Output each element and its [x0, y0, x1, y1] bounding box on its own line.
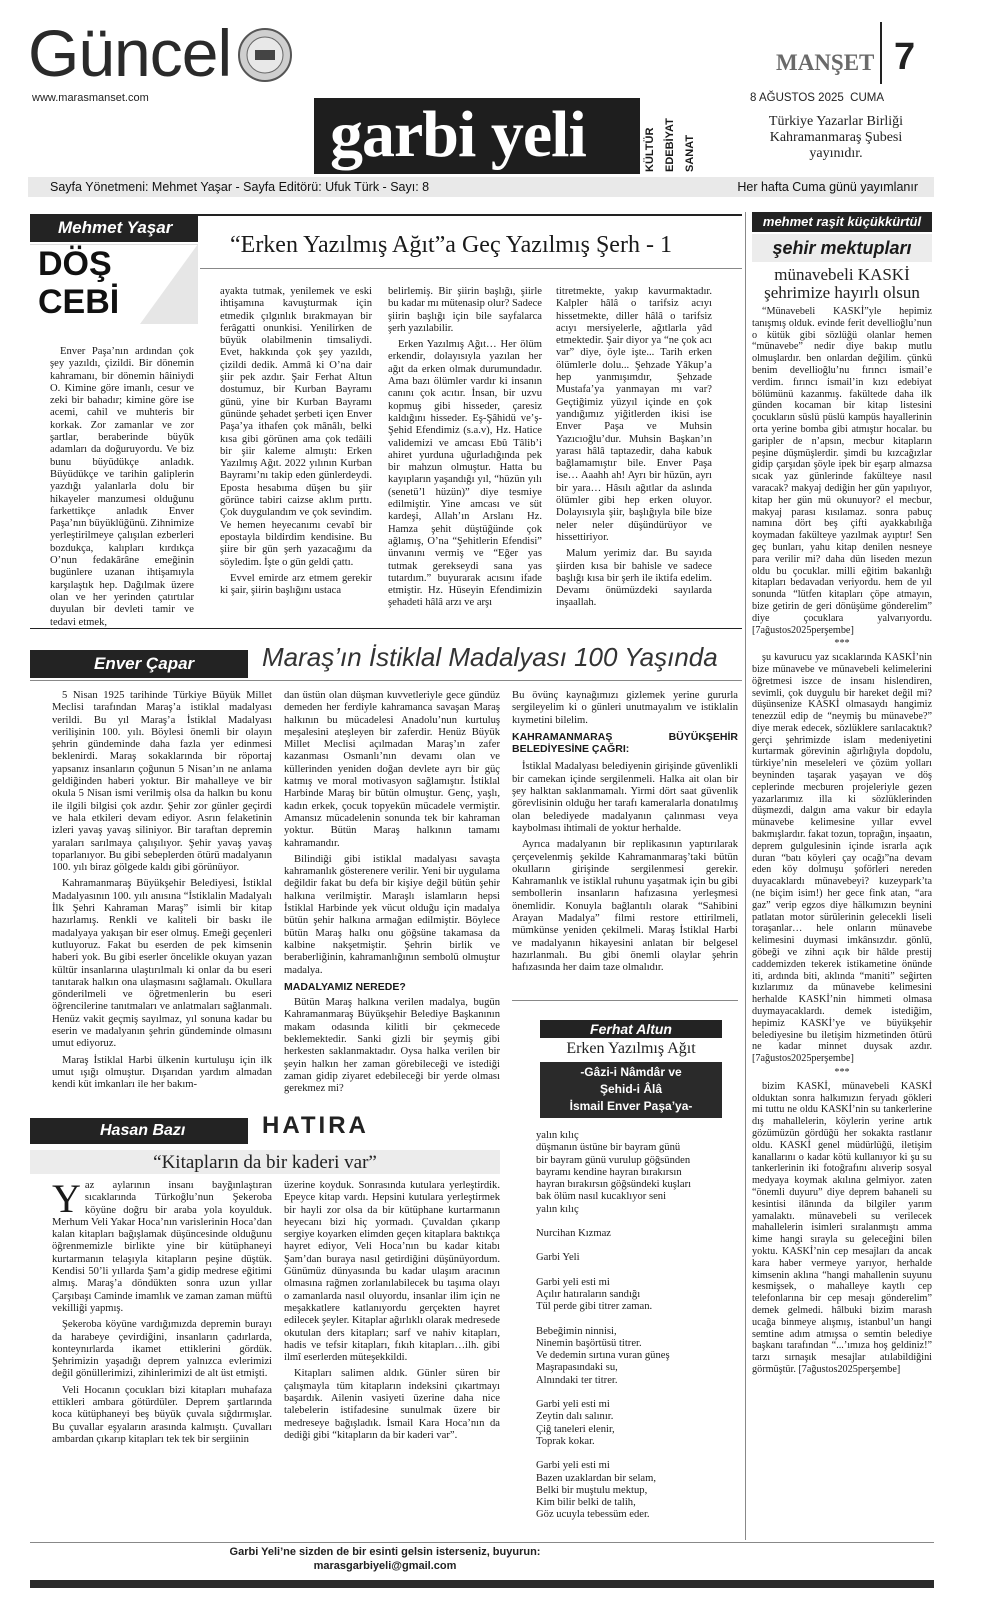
footer-invite: Garbi Yeli’ne sizden de bir esinti gelsin isterseniz, buyurun:	[229, 1546, 541, 1558]
article-column-3	[388, 286, 542, 610]
footer-email[interactable]: marasgarbiyeli@gmail.com	[313, 1560, 457, 1572]
stanza-gap	[536, 1265, 740, 1277]
article-title: “Kitapların da bir kaderi var”	[153, 1152, 377, 1173]
poem-lines	[536, 1130, 740, 1542]
paragraph: belirlemiş. Bir şiirin başlığı, şiirle bu kadar mı mütenasip olur? Sadece şiirin başlığı için bile sayfalarca şerh yazılabilir.	[388, 286, 542, 334]
sidebar-author-label: mehmet raşit küçükkürtül	[752, 212, 932, 232]
article-column-1	[50, 346, 194, 628]
poem-line: Garbi yeli esti mi	[536, 1276, 610, 1288]
poem-line: yalın kılıç	[536, 1130, 579, 1141]
paragraph: Enver Paşa’nın ardından çok şey yazıldı, çizildi. Bir dönemin kahramanı, bir dönemin hâiniydi O. Kimine göre imanlı, cesur ve zeki bir bahadır; kimine göre ise acemi, cahil ve muhteris bir korkak. Zor zamanlar ve zor şartlar, beraberinde büyük adamları da doğuruyordu. Ve biz bunu büyüdükçe anladık. Büyüdükçe ve tarihin galiplerin yazdığı yalanlarla dolu bir hikayeler manzumesi olduğunu farkettikçe anladık Enver Paşa’nın büyüklüğünü. Zihnimize yerleştirilmeye çalışılan ezberleri bozdukça, kalıpları kırdıkça O’nun fedakârâne emeğinin bugünlere uzanan ihtişamıyla karşılaştık hep. Dağılmak üzere olan ve her yerinden çatırtılar duyulan bir devleti tamir ve tedavi etmek,	[50, 346, 194, 628]
paragraph: Evvel emirde arz etmem gerekir ki şair, şiirin başlığını ustaca	[220, 572, 372, 597]
poem-line: Ninemin başörtüsü titrer.	[536, 1337, 642, 1349]
stanza-gap	[536, 1387, 740, 1399]
article-column-1	[52, 690, 272, 1092]
paragraph: Veli Hocanın çocukları bizi kitapları muhafaza ettikleri ambara götürdüler. Deprem şartlarında koca kütüphaneyi beş büyük çuvala sığdırmışlar. Bu çuvallar eşyaların arasında kalmıştı. Çuvalları ambardan çıkarıp kitapları tek tek bir sergiinin	[52, 1384, 272, 1445]
dedication-line: Şehid-i Âlâ	[599, 1082, 662, 1096]
poem-line: Zeytin dalı salınır.	[536, 1411, 614, 1423]
article-column-2	[284, 1180, 500, 1488]
paragraph: ayakta tutmak, yenilemek ve eski ihtişamına kavuşturmak için etmedik çılgınlık bırakmayan bir ferâgatti onunkisi. Yenilirken de büyük olabilmenin timsaliydi. Evet, hakkında çok şey yazıldı, çizildi dedik. Ammâ ki O’na dair şiir pek azdır. Şair Ferhat Altun dostumuz, bir Kurban Bayramı günü, yine bir Kurban Bayramı gününde şehadet şerbeti içen Enver Paşa’ya ithafen çok mânâlı, belki kısa gibi görünen ama çok tedâili bir şiir kaleme almıştı: Erken Yazılmış Ağıt. 2022 yılının Kurban Bayramı’nı takip eden günlerdeydi. Eposta hesabıma düşen bu şiir görünce tabiri caizse aklım pırttı. Çok duygulandım ve çok sevindim. Ve hemen heyecanımı cevabî bir epostayla bildirdim kendisine. Bu şiire bir gün şerh yazacağımı da söyledim. İşte o gün geldi çattı.	[220, 286, 372, 568]
section-heading: MADALYAMIZ NEREDE?	[284, 980, 406, 993]
column-name: HATIRA	[262, 1112, 369, 1139]
poem-line: hayran bırakırsın göğsündeki kuşları	[536, 1179, 692, 1191]
issue-date: 8 AĞUSTOS 2025 CUMA	[750, 92, 885, 104]
stanza-gap	[536, 1216, 740, 1228]
paragraph: 5 Nisan 1925 tarihinde Türkiye Büyük Millet Meclisi tarafından Maraş’a istiklal madalyası verildi. Bu yıl Maraş’a İstiklal Madalyası verilişinin 100. yılı. Böylesi önemli bir olayın şehrin gündeminde daha fazla yer edinmesi beklenirdi. Maraş sokaklarında bir röportaj yapsanız insanların çoğunun 5 Nisan’ın ne anlama geldiğinden haberi yoktur. Bir mahalleye ve bir okula 5 Nisan ismi verilmiş olsa da halkın bu konu ile ilgili bilgisi çok azdır. Şehir zor günler geçirdi ve hala etkileri devam ediyor. Asrın felaketinin izleri yavaş yavaş siliniyor. Bir taraftan depremin yaraları sarılmaya çalışılıyor. Şehir yavaş yavaş toparlanıyor. Bu gibi sebeplerden ötürü madalyanın 100. yılı biraz gölgede kaldı gibi görünüyor.	[52, 690, 272, 874]
supplement-title: garbi yeli	[330, 98, 586, 171]
poem-line: Açılır hatıraların sandığı	[536, 1288, 641, 1300]
poem-line: Bazen uzaklardan bir selam,	[536, 1472, 657, 1484]
paragraph: Şekeroba köyüne vardığımızda depremin burayı da harabeye çevirdiğini, insanların çadırlarda, konteynırlarda ikamet ettiklerini gördük. Şehrimizin yaşadığı deprem yalnızca evlerimizi değil gönüllerimizi, zihinlerimizi de alt üst etmişti.	[52, 1319, 272, 1380]
article-column-4	[556, 286, 712, 610]
paragraph: titretmekte, yakıp kavurmaktadır. Kalpler hâlâ o tarifsiz acıyı hissetmekte, diller hâlâ o tarifsiz acıyı mersiyelerle, ağıtlarla yâd etmektedir. Şair diyor ya “ne çok acı var” diye, öyle işte... Tarih erken ölümlerle dolu... Şehzade Yâkup’a hep yanmışımdır, Şehzade Mustafa’ya yanmayan mı var? Geçtiğimiz yüzyıl içinde en çok yandığımız yiğitlerden ikisi ise Enver Paşa ve Muhsin Yazıcıoğlu’dur. Muhsin Başkan’ın yarası hâlâ taptazedir, daha kabuk bağlamamıştır bile. Enver Paşa ise… Aaahh ah! Ayrı bir hüzün, ayrı bir yara… Hâsılı ağıtlar da aslında ölümler gibi hep erken oluyor. Dolayısıyla şiir, başlığıyla bile bize neler neler düşündürüyor ve hissettiriyor.	[556, 286, 712, 543]
paragraph: Bu övünç kaynağımızı gizlemek yerine gururla sergileyelim ki o günleri unutmayalım ve istiklalin kıymetini bilelim.	[512, 690, 738, 726]
tag-kultur: KÜLTÜR	[644, 127, 656, 172]
paragraph: İstiklal Madalyası belediyenin girişinde güvenlikli bir camekan içinde sergilenmeli. Halka ait olan bir şey halktan saklanmamalı. Yirmi dört saat güvenlik görevlisinin olduğu her tarafı kameralarla donatılmış olan belediyede madalyanın çalınması veya kaybolması ihtimali de yoktur herhalde.	[512, 761, 738, 834]
author-label: Enver Çapar	[30, 650, 248, 678]
paragraph: az aylarının insanı bayğınlaştıran sıcaklarında Türkoğlu’nun Şekeroba köyüne doğru bir araba yola koyulduk. Merhum Veli Yakar Hoca’nın varislerinin Hoca’dan kalan kitapları bağışlamak düşüncesinde olduğunu öğrenmemizle birlikte yine bir kütüphaneyi kurtarmanın telaşıyla kitapların peşine düştük. Kendisi 50’li yıllarda Şam’a gidip medrese eğitimi almış. Maraş’a döndükten sonra uzun yıllar Çarşıbaşı Caminde imamlık ve zaman zaman müftü vekilliği yapmış.	[52, 1180, 272, 1314]
poem-title: Erken Yazılmış Ağıt	[566, 1040, 696, 1057]
poem-line: Maşrapasındaki su,	[536, 1362, 618, 1374]
dedication-line: İsmail Enver Paşa’ya-	[569, 1099, 693, 1113]
article-column-2	[284, 690, 500, 1095]
tag-edebiyat: EDEBİYAT	[664, 118, 676, 172]
paragraph: Ayrıca madalyanın bir replikasının yaptırılarak çerçevelenmiş şekilde Kahramanmaraş’taki bütün okulların girişinde sergilenmesi gerekir. Kahramanlık ve istiklal ruhunu yaşatmak için bu gibi sembollerin insanların hafızasına yerleşmesi önemlidir. Konuyla bağlantılı olarak “Sahibini Arayan Madalya” filmi restore ettirilmeli, mümkünse yeniden çekilmeli. Maraş İstiklal Harbi ve madalyanın hikayesini anlatan bir belgesel hazırlanmalı. Bu gibi önemli olaylar şehrin hafızasında her daim taze olmalıdır.	[512, 839, 738, 974]
dedication-line: -Gâzi-i Nâmdâr ve	[580, 1065, 682, 1079]
paper-name: MANŞET	[776, 50, 875, 75]
poem-line: bak ölüm nasıl kucaklıyor seni	[536, 1191, 667, 1203]
poem-line: Göz ucuyla tebessüm eder.	[536, 1509, 650, 1521]
paragraph: şu kavurucu yaz sıcaklarında KASKİ’nin bize münavebe ve münavebeli kelimelerini öğretmesi iszce de insanı hislendiren, sevimli, çok duygulu bir hareket değil mi? düşünsenize KASKİ olmasaydı hangimiz tenezzül edip de “neymiş bu münavebe?” diye merak edecek, sözlüklere sarılacaktık? gerçi şehrimizde islam medeniyetini kurtarmak görevinin ağırlığıyla dopdolu, türkiye’nin meseleleri ve çözüm yolları beyninden taşarak yaşayan ve döş ceplerinde mecburen projeleriyle gezen yazarlarımız illa ki sözlüklerinden düşmezdi, dalgın ama vakur bir edayla münavebe kelimesine yıllar evvel bakmışlardır. fakat tozun, toprağın, inşaatın, deprem gulgulesinin içinde israrla açık duran “batı köyleri çay ocağı”na devam eden köy dolmuşu şoförleri nereden duyacaklardı münavebeyi? kuzeypark’ta (ne biçim isim!) her gece fink atan, “ara gaz” verip egzos diye hälkımızın beynini patlatan motor sürülerinin gelecekli liseli toraşanlar… hele onların münavebe kelimesini duymasi imkânsızdır. gönlü, göbeği ve zihni açık bir hâlde prestij caddemizden tekerek istikametine önünde iti, ardında biti, aklında “maniti” seğirten kızlarımız da münavebe kelimesini herhalde KASKİ’nin himmeti olmasa duymayacaklardı. demek istediğim, hepimiz KASKİ’ye ve büyükşehir belediyesine bu iletişim hizmetinden ötürü ne kadar minnet duysak azdır. [7ağustos2025perşembe]	[752, 652, 932, 1065]
paragraph: Kitapları salimen aldık. Günler süren bir çalışmayla tüm kitapların indeksini çıkartmayı başardık. Ailenin vasiyeti üzerine daha nice talebelerin istifadesine sunulmak üzere bir medreseye bağışladık. İsmail Kara Hoca’nın da dediği gibi “kitapların da bir kaderi var”.	[284, 1368, 500, 1441]
paragraph: dan üstün olan düşman kuvvetleriyle gece gündüz demeden her ferdiyle kahramanca savaşan Maraş halkının bu mücadelesi Anadolu’nun kurtuluş meşalesini ateşleyen bir zaferdir. Henüz Büyük Millet Meclisi açılmadan Maraş’ın zafer kazanması Osmanlı’nın devamı olan ve küllerinden yeniden doğan devlete ayrı bir güç katmış ve moral motivasyon sağlamıştır. İstiklal Harbinde Maraş bir bütün olmuştur. Genç, yaşlı, kadın erkek, çocuk topyekün mücadele vermiştir. Amansız mücadelenin sonunda tek bir kahraman yoktur. Bütün Maraş halkının tamamı kahramandır.	[284, 690, 500, 849]
poem-line: düşmanın üstüne bir bayram günü	[536, 1142, 681, 1154]
stanza-gap	[536, 1240, 740, 1252]
tag-sanat: SANAT	[684, 134, 696, 172]
paragraph: bizim KASKİ, münavebeli KASKİ olduktan sonra halkımızın feryadı gökleri mi tuttu ne oldu KASKİ’nin su tankerlerine dış mahallelerin, köylerin yerine artık gözümüzün gördüğü her sokakta rastlanır oldu. KASKİ genel müdürlüğü, iletişim kanallarını o kadar kötü kullanıyor ki şu su tankerlerinin iki fotoğrafını alıverip sosyal medyaya koymak akılına gelmiyor. zaten “önemli duyuru” diye deprem bahaneli su kesintisi ilânında da bilgiler yarım yamalaktı. münavebeli su verilecek mahallelerin isimleri sıralanmıştı amma kime hangi sırayla su geleceğini bilen yoktu. KASKİ’nin cep mesajları da ancak kara haber vermeye yarıyor, herhalde kimsenin aklına “hangi mahallenin suyunu kesmişsek, o mahalleye kaytlı cep telefonlarına bir cep mesajı gönderelim” demek gelmedi. hâlbuki bizim marash ucağa binmeye alışmış, istanbul’un hangi semtine adım atmışsa o semtin belediye başkanı tarafından “...’ımıza hoş geldiniz!” tarzı sırnaşık mesajlar atılabildiğini görmüştür. [7ağustos2025perşembe]	[752, 1080, 932, 1375]
separator: ***	[834, 638, 850, 650]
sidebar-column-name: şehir mektupları	[752, 234, 932, 262]
supplement-tags	[644, 106, 708, 176]
paragraph: Erken Yazılmış Ağıt… Her ölüm erkendir, dolayısıyla yazılan her ağıt da erken olmak durumundadır. Ama bazı ölümler vardır ki insanın canını çok acıtır. İnsan, bir uzvu kopmuş gibi hisseder, çaresiz kaldığını hisseder. Eş-Şâhidü ve’ş-Şehid Efendimiz (s.a.v), Hz. Hatice validemizi ve amcası Ebû Tâlib’i ahiret yurduna uğurladığında pek bir mahzun olmuştur. Hatta bu kayıpların yaşandığı yıl, “hüzün yılı (senetü’l hüzün)” diye tesmiye edilmiştir. Yine amcası ve süt kardeşi, Allah’ın Arslanı Hz. Hamza şehit düştüğünde çok ağlamış, O’na “Şehitlerin Efendisi” ünvanını vermiş ve “Eğer yas tutmak gerekseydi sana yas tutardım.” buyurarak acısını ifade etmiştir. Hz. Hüseyin Efendimizin şehadeti hâlâ arzı ve arşı	[388, 339, 542, 609]
section-heading: KAHRAMANMARAŞ BÜYÜKŞEHİR BELEDİYESİNE ÇAĞRI:	[512, 730, 738, 756]
poem-line: Belki bir muştulu mektup,	[536, 1484, 648, 1496]
author-label: Hasan Bazı	[30, 1118, 248, 1144]
poem-line: bir bayram günü vurulup göğsünden	[536, 1154, 691, 1166]
paragraph: Bilindiği gibi istiklal madalyası savaşta kahramanlık gösterenere verilir. Yeni bir uygulama değildir fakat bu defa bir kişiye değil bütün şehir halkına verilmiştir. Maraşlı islamların hepsi İstiklal Harbinde yek vücut olduğu için madalya bütün şehir halkına armağan edilmiştir. Böylece bütün Maraş halkı onu göğsüne takamasa da kalbine nakşetmiştir. Şehrin birlik ve beraberliğinin, kahramanlığının sembolü olmuştur madalya.	[284, 853, 500, 976]
drop-cap: Y	[52, 1176, 81, 1221]
paragraph: Maraş İstiklal Harbi ülkenin kurtuluşu için ilk umut ışığı olmuştur. Dışarıdan yardım almadan kendi küt imkanları ile her bakım-	[52, 1054, 272, 1091]
website-link[interactable]: www.marasmanset.com	[32, 92, 149, 104]
credits: Sayfa Yönetmeni: Mehmet Yaşar - Sayfa Editörü: Ufuk Türk - Sayı: 8	[50, 180, 430, 194]
sidebar-title: münavebeli KASKİ şehrimize hayırlı olsun	[764, 265, 920, 302]
seal-icon	[236, 26, 294, 84]
paragraph: Kahramanmaraş Büyükşehir Belediyesi, İstiklal Madalyasının 100. yılı anısına “İstiklalin Madalyalı İlk Şehri Kahraman Maraş” isimli bir kitap hazırlamış. Renkli ve kaliteli bir baskı ile madalyaya yakışan bir eser olmuş. Emeği geçenleri kutluyoruz. Fakat bu eserden de pek kimsenin haberi yok. Bu gibi eserler öncelikle okuyan yazan kültür insanlarına ulaştırılmalı ki onlar da bu eseri tanıtarak halkın ona ulaşmasını sağlamalı. Okullara gönderilmeli ve öğretmenlerin bu eseri öğrencilerine tanıtmaları ve anlatmaları sağlanmalı. Henüz vakit geçmiş sayılmaz, yıl sonuna kadar bu eserin ve madalyanın şehrin gündeminde olmasını umut ediyoruz.	[52, 878, 272, 1050]
author-label: Mehmet Yaşar	[30, 214, 198, 242]
column-logo-dos: DÖŞ	[38, 245, 112, 283]
poem-line: Toprak kokar.	[536, 1435, 595, 1447]
paragraph: “Münavebeli KASKİ”yle hepimiz tanışmış olduk. evinde ferit devellioğlu’nun o kütük gibi sözlüğü olanlar hemen “münavebe” nedir diye bakıp mutlu olmuşlardır. ben onlardan değilim. çünkü benim devellioğlu’nu fırıncı ismail’e verdim. fırıncı ismail’in kızı edebiyat bölümünü kazanmış. fakültede daha ilk günden kocaman bir kitap listesini çocukların süslü püslü kampüs hayallerinin orta yerine bomba gibi atmıştır hocalar. bu garipler de n’apsın, mecbur kitapların peşine düşmüşlerdir. şimdi bu kızcağızlar gidip çarşıdan şöyle ipek bir eşarp almazsa sıcak yaz günlerinde fakülteye nasıl varacak? makyaj dediğin her gün yapılıyor, kitap her gün mü okunuyor? el mecbur, makyaj parası kısılamaz. sonra pabuç namına dört beş çifti ayakkabılığa koymadan fakülteye yazılmak ayıptır! Sen geç bunları, yahu kitap denilen nesneye para verilir mi? daha dün liseden mezun oldu bu çocuklar. milli eğitim bakanlığı kitapları bedavadan veriyordu. hem de yıl sonunda “lütfen kitapları çöpe atmayın, bize getirin de geri dönüşüme gönderelim” diye çocuklara yalvarıyordu. [7ağustos2025perşembe]	[752, 306, 932, 636]
article-title: Maraş’ın İstiklal Madalyası 100 Yaşında	[262, 642, 718, 672]
poem-line: Garbi Yeli	[536, 1252, 580, 1264]
section-logo: Güncel	[28, 16, 232, 90]
page-number: 7	[894, 36, 916, 78]
poem-line: Bebeğimin ninnisi,	[536, 1325, 617, 1337]
poem-line: Ve dedemin sırtına vuran güneş	[536, 1350, 670, 1362]
sidebar-text	[752, 306, 932, 1534]
poem-line: Çiğ taneleri elenir,	[536, 1423, 615, 1435]
poem-line: Kim bilir belki de talih,	[536, 1497, 636, 1509]
stanza-gap	[536, 1448, 740, 1460]
article-column-1	[52, 1176, 272, 1488]
poem-line: Tül perde gibi titrer zaman.	[536, 1301, 653, 1313]
article-title: “Erken Yazılmış Ağıt”a Geç Yazılmış Şerh - 1	[230, 232, 672, 258]
stanza-gap	[536, 1314, 740, 1326]
poem-line: Nurcihan Kızmaz	[536, 1228, 612, 1240]
separator: ***	[834, 1067, 850, 1078]
poem-line: Garbi yeli esti mi	[536, 1399, 610, 1411]
poem-line: Garbi yeli esti mi	[536, 1460, 610, 1472]
poem-line: Alnındaki ter titrer.	[536, 1374, 618, 1386]
poem-line: yalın kılıç	[536, 1203, 579, 1215]
publication-schedule: Her hafta Cuma günü yayımlanır	[737, 180, 918, 194]
poem-author-label: Ferhat Altun	[540, 1020, 722, 1038]
article-column-3	[512, 690, 738, 990]
article-column-2	[220, 286, 372, 610]
paragraph: üzerine koyduk. Sonrasında kutulara yerleştirdik. Epeyce kitap vardı. Hepsini kutulara yerleştirmek bir hayli zor olsa da bir kütüphane kurtarmanın heyecanı bizi hiç yormadı. Çuvaldan çıkarıp sergiye koyarken elimden geçen kitaplara baktıkça hayret ediyor, Veli Hoca’nın bu kadar kitabı Şam’dan buraya nasıl getirdiğini düşünüyordum. Günümüz dünyasında bu kadar ulaşım aracının olmasına rağmen zorlanılabilecek bu taşıma olayı o zamanlarda nasıl oluyordu, insanlar ilim için ne meşakkatlere katlanıyordu gerçekten hayret edilecek şeyler. Kitaplar ağırlıklı olarak medresede okutulan ders kitapları; sarf ve nahiv kitapları, hadis ve tefsir kitapları, fıkıh kitapları…ilh. gibi ilmî eserlerden müteşekkildi.	[284, 1180, 500, 1364]
paragraph: Malum yerimiz dar. Bu sayıda şiirden kısa bir bahisle ve sadece başlığı kısa bir şerh ile iktifa edelim. Devamı önümüzdeki sayılarda inşaallah.	[556, 548, 712, 609]
column-logo-cebi: CEBİ	[38, 283, 120, 321]
paragraph: Bütün Maraş halkına verilen madalya, bugün Kahramanmaraş Büyükşehir Belediye Başkanının makam odasında kilitli bir çekmecede beklemektedir. Sanki gizli bir şeymiş gibi herkesten saklanmaktadır. Oysa halka verilen bir şeyin halkın her zaman görebileceği ve istediği zaman gidip ziyaret edebileceği bir yerde olması gerekmez mi?	[284, 997, 500, 1095]
publisher-note: Türkiye Yazarlar Birliği Kahramanmaraş Şubesi yayınıdır.	[768, 114, 904, 161]
column-logo-triangle	[140, 244, 198, 324]
poem-line: bayramı kendine hayran bırakırsın	[536, 1166, 682, 1178]
